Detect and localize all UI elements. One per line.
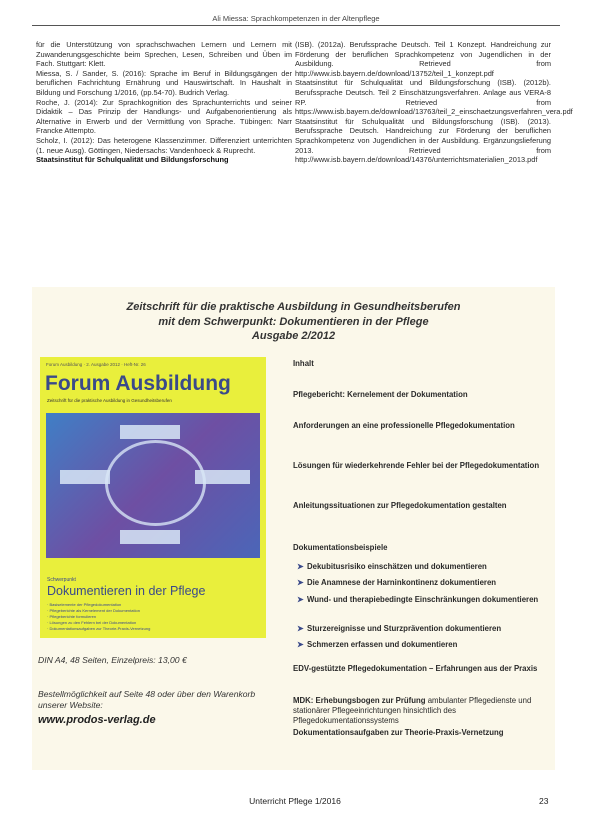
footer-journal: Unterricht Pflege 1/2016 [249,796,341,806]
cover-node [195,470,250,484]
toc-example-label: Dekubitusrisiko einschätzen und dokumentieren [307,562,487,571]
ad-title [32,300,555,344]
toc-item: Dokumentationsaufgaben zur Theorie-Praxis-Vernetzung [293,728,504,737]
toc-subheading: Dokumentationsbeispiele [293,543,388,552]
reference-entry: Scholz, I. (2012): Das heterogene Klassenzimmer. Differenziert unterrichten (1. neue Ausg). Göttingen, Niedersachs: Vandenhoeck & Ruprecht. [36,135,292,155]
cover-bullet: · Lösungen zu den Fehlern bei der Dokumentation [47,620,137,625]
toc-item-rest: ambulanter Pflegedienste und stationärer Pflegeeinrichtungen hinsichtlich des Pflegedokumentationssystems [293,696,532,725]
toc-item-bold: MDK: Erhebungsbogen zur Prüfung [293,696,426,705]
cover-issue-line: Forum Ausbildung · 2. Ausgabe 2012 · Heft-Nr. 26 [46,362,146,367]
ad-title-line: Zeitschrift für die praktische Ausbildung in Gesundheitsberufen [126,301,461,313]
cover-cycle-graphic [105,440,206,526]
cover-bullet-list [47,602,262,632]
cover-thema: Dokumentieren in der Pflege [47,584,206,598]
publisher-link[interactable]: www.prodos-verlag.de [38,714,156,726]
arrow-icon: ➤ [297,578,304,587]
reference-entry: für die Unterstützung von sprachschwachen Lernern und Lernern mit Zuwanderungsgeschichte beim Sprechen, Lesen, Schreiben und Üben im Fach. Stuttgart: Klett. [36,40,292,69]
cover-bullet: · Dokumentationsaufgaben zur Theorie-Praxis-Vernetzung [47,626,151,631]
cover-node [60,470,110,484]
toc-item: Anforderungen an eine professionelle Pflegedokumentation [293,421,515,430]
reference-entry: (ISB). (2012a). Berufssprache Deutsch. Teil 1 Konzept. Handreichung zur Förderung der beruflichen Sprachkompetenz von Jugendlichen in der Ausbildung. Retrieved from http://www.isb.bayern.de/download/13752/teil_1_konzept.pdf [295,40,551,78]
toc-item [293,696,555,726]
cover-bullet: · Pflegeberichte als Kernelement der Dokumentation [47,608,140,613]
arrow-icon: ➤ [297,624,304,633]
cover-logo: Forum Ausbildung [45,372,231,395]
cover-subtitle: Zeitschrift für die praktische Ausbildung in Gesundheitsberufen [47,398,172,403]
cover-node [120,425,180,439]
running-header: Ali Miessa: Sprachkompetenzen in der Altenpflege [212,14,380,23]
toc-example [297,640,555,650]
order-info: Bestellmöglichkeit auf Seite 48 oder über den Warenkorb unserer Website: [38,689,256,710]
toc-example [297,624,555,634]
toc-item: Lösungen für wiederkehrende Fehler bei der Pflegedokumentation [293,461,540,470]
reference-author: Staatsinstitut für Schulqualität und Bildungsforschung [36,155,229,165]
cover-bullet: · Pflegeberichte formulieren [47,614,97,619]
cover-node [120,530,180,544]
price-info: DIN A4, 48 Seiten, Einzelpreis: 13,00 € [38,655,187,665]
references-left-column [36,40,292,165]
header-rule [32,25,560,26]
toc-item: EDV-gestützte Pflegedokumentation – Erfahrungen aus der Praxis [293,664,538,673]
toc-example-label: Schmerzen erfassen und dokumentieren [307,640,458,649]
toc-example-label: Sturzereignisse und Sturzprävention dokumentieren [307,624,502,633]
ad-title-line: Ausgabe 2/2012 [251,330,336,342]
toc-heading: Inhalt [293,359,314,368]
arrow-icon: ➤ [297,640,304,649]
reference-entry: Staatsinstitut für Schulqualität und Bildungsforschung (ISB). (2012b). Berufssprache Deutsch. Teil 2 Einschätzungsverfahren. Anlage aus VERA-8 RP. Retrieved from https://www.isb.bayern.de/download/13763/teil_2_einschaetzungsverfahren_vera.pdf [295,78,573,117]
toc-example-label: Die Anamnese der Harninkontinenz dokumentieren [307,578,497,587]
toc-example [297,578,555,588]
reference-entry: Staatsinstitut für Schulqualität und Bildungsforschung (ISB). (2013). Berufssprache Deutsch. Handreichung zur Förderung der beruflichen Sprachkompetenz von Jugendlichen in der Ausbildung. Ergänzungslieferung 2013. Retrieved from http://www.isb.bayern.de/download/14376/unterrichtsmaterialien_2013.pdf [295,116,551,165]
arrow-icon: ➤ [297,595,304,604]
arrow-icon: ➤ [297,562,304,571]
page-number: 23 [539,796,549,806]
reference-entry: Roche, J. (2014): Zur Sprachkognition des Sprachunterrichts und seiner Didaktik – Das Prinzip der Handlungs- und Aufgabenorientierung als Alternative in Erwerb und der Vermittlung von Sprache. Tübingen: Narr Francke Attempto. [36,97,292,136]
toc-example-label: Wund- und therapiebedingte Einschränkungen dokumentieren [307,595,539,604]
toc-example [297,562,555,572]
toc-item: Anleitungssituationen zur Pflegedokumentation gestalten [293,501,507,510]
reference-entry: Miessa, S. / Sander, S. (2016): Sprache im Beruf in Bildungsgängen der beruflichen Fachrichtung Ernährung und Hauswirtschaft. In Haushalt in Bildung und Forschung 1/2016, (pp.54-70). Budrich Verlag. [36,68,292,97]
cover-schwerpunkt: Schwerpunkt [47,577,76,583]
toc-item: Pflegebericht: Kernelement der Dokumentation [293,390,468,399]
toc-example [297,595,555,605]
reference-entry [36,155,292,165]
ad-title-line: mit dem Schwerpunkt: Dokumentieren in der Pflege [158,315,429,328]
cover-bullet: · Basiselemente der Pflegedokumentation [47,602,122,607]
references-right-column [295,40,573,165]
